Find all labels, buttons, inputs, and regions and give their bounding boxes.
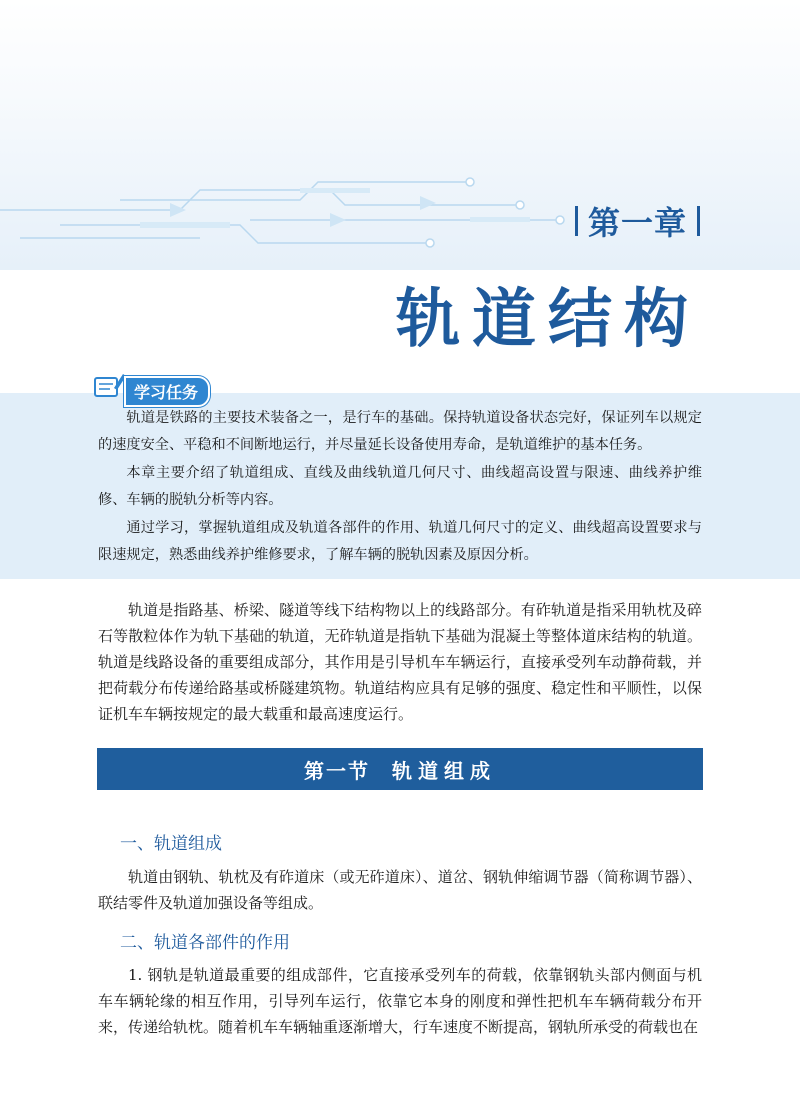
section-number: 第一节 [304,758,370,783]
learning-task-tag: 学习任务 [124,376,210,407]
task-paragraph-1: 轨道是铁路的主要技术装备之一，是行车的基础。保持轨道设备状态完好，保证列车以规定的速度安全、平稳和不间断地运行，并尽量延长设备使用寿命，是轨道维护的基本任务。 [98,410,702,454]
task-paragraph-2: 本章主要介绍了轨道组成、直线及曲线轨道几何尺寸、曲线超高设置与限速、曲线养护维修、车辆的脱轨分析等内容。 [98,464,702,509]
subsection-paragraph-1: 轨道由钢轨、轨枕及有砟道床（或无砟道床）、道岔、钢轨伸缩调节器（简称调节器）、联结零件及轨道加强设备等组成。 [98,868,702,912]
chapter-label-left-bar [575,206,578,236]
intro-paragraph: 轨道是指路基、桥梁、隧道等线下结构物以上的线路部分。有砟轨道是指采用轨枕及碎石等散粒体作为轨下基础的轨道，无砟轨道是指轨下基础为混凝土等整体道床结构的轨道。轨道是线路设备的重要组成部分，其作用是引导机车车辆运行，直接承受列车动静荷载，并把荷载分布传递给路基或桥隧建筑物。轨道结构应具有足够的强度、稳定性和平顺性，以保证机车车辆按规定的最大载重和最高速度运行。 [98,601,702,723]
chapter-label [575,198,700,244]
subsection-heading-2: 二、轨道各部件的作用 [120,933,290,953]
task-paragraph-3: 通过学习，掌握轨道组成及轨道各部件的作用、轨道几何尺寸的定义、曲线超高设置要求与限速规定，熟悉曲线养护维修要求，了解车辆的脱轨因素及原因分析。 [98,519,702,564]
subsection-body-2 [98,962,702,1040]
subsection-heading-1: 一、轨道组成 [120,834,222,854]
section-heading-bar [97,748,703,790]
intro-text [98,597,702,727]
section-title: 轨道组成 [392,758,496,783]
subsection-body-1 [98,864,702,916]
learning-task-text [98,405,702,569]
chapter-label-text: 第一章 [587,204,687,242]
pencil-notepad-icon [92,368,126,402]
subsection-paragraph-2: 1. 钢轨是轨道最重要的组成部件，它直接承受列车的荷载，依靠钢轨头部内侧面与机车车辆轮缘的相互作用，引导列车运行，依靠它本身的刚度和弹性把机车车辆荷载分布开来，传递给轨枕。随着机车车辆轴重逐渐增大，行车速度不断提高，钢轨所承受的荷载也在 [98,966,702,1036]
chapter-label-right-bar [697,206,700,236]
chapter-title: 轨道结构 [396,283,700,357]
